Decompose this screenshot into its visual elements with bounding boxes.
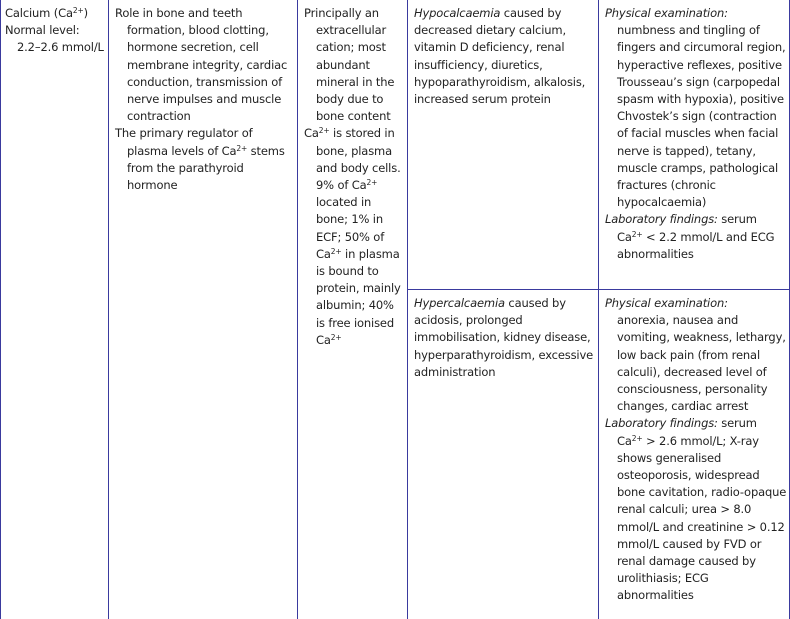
hypo-lab-text: $Ca^{2+} < 2.2$ mmol/L and ECG abnormalities (617, 229, 775, 261)
normal-level-value: 2.2–2.6 mmol/L (17, 40, 104, 55)
column-divider-4 (598, 0, 599, 619)
hypo-exam-label: Physical examination: (605, 6, 728, 20)
hypo-lab-label: Laboratory findings: serum (605, 212, 757, 227)
hyper-lab-label: Laboratory findings: serum (605, 416, 757, 431)
hypocalcaemia-cause: Hypocalcaemia caused by decreased dietary calcium, vitamin D deficiency, renal insufficiency, diuretics, hypoparathyroidism, alkalosis, increased serum protein (414, 6, 586, 107)
regulator-text: The primary regulator of plasma levels of $Ca^{2+}$ stems from the parathyroid hormone (115, 126, 285, 193)
hyper-lab-text: $Ca^{2+} > 2.6$ mmol/L; X-ray shows generalised osteoporosis, widespread bone cavitation, radio-opaque renal calculi; urea > 8.0 mmol/L and creatinine > 0.12 mmol/L caused by FVD or renal damage caused by urolithiasis; ECG abnormalities (617, 433, 787, 603)
distribution-text-2: $Ca^{2+}$ is stored in bone, plasma and body cells. 9% of $Ca^{2+}$ located in bone; 1% in ECF; 50% of $Ca^{2+}$ in plasma is bound to protein, mainly albumin; 40% is free ionised $Ca^{2+}$ (304, 126, 401, 347)
hypercalcaemia-cause-cell (414, 295, 596, 381)
hypercalcaemia-findings-cell (605, 295, 787, 605)
distribution-cell (304, 5, 404, 349)
column-divider-2 (297, 0, 298, 619)
electrolyte-cell (5, 5, 105, 57)
column-divider-1 (108, 0, 109, 619)
hyper-exam-label: Physical examination: (605, 296, 728, 310)
normal-level-label: Normal level: (5, 23, 80, 38)
electrolyte-name: Calcium $(Ca^{2+})$ (5, 6, 88, 20)
row-divider (407, 289, 790, 290)
column-divider-3 (407, 0, 408, 619)
hypocalcaemia-findings-cell (605, 5, 787, 263)
distribution-text-1: Principally an extracellular cation; most abundant mineral in the body due to bone content (304, 6, 395, 124)
hypercalcaemia-cause: Hypercalcaemia caused by acidosis, prolonged immobilisation, kidney disease, hyperparathyroidism, excessive administration (414, 296, 594, 379)
hyper-exam-text: anorexia, nausea and vomiting, weakness, lethargy, low back pain (from renal calculi), decreased level of consciousness, personality changes, cardiac arrest (617, 313, 786, 414)
hypo-exam-text: numbness and tingling of fingers and circumoral region, hyperactive reflexes, positive Trousseau’s sign (carpopedal spasm with hypoxia), positive Chvostek’s sign (contraction of facial muscles when facial nerve is tapped), tetany, muscle cramps, pathological fractures (chronic hypocalcaemia) (617, 23, 786, 210)
table-border-left (0, 0, 1, 619)
hypocalcaemia-cause-cell (414, 5, 596, 108)
role-text: Role in bone and teeth formation, blood clotting, hormone secretion, cell membrane integrity, cardiac conduction, transmission of nerve impulses and muscle contraction (115, 6, 288, 124)
function-cell (115, 5, 295, 194)
